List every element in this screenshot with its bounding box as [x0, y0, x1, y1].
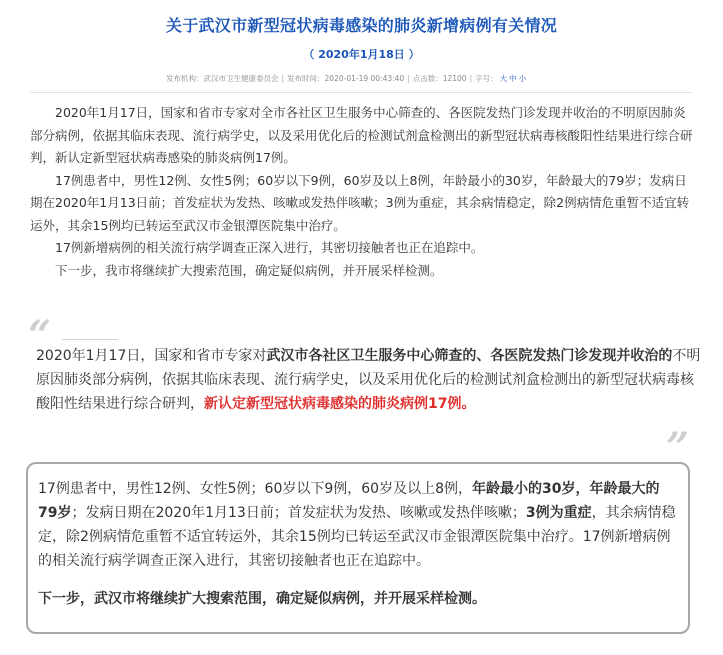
summary-text-2: ；发病日期在2020年1月13日前；首发症状为发热、咳嗽或发热伴咳嗽；: [71, 505, 526, 521]
clicks-label: 点击数：: [412, 74, 443, 83]
divider: [30, 92, 692, 93]
date-line: （ 2020年1月18日 ）: [303, 48, 420, 61]
page-title: 关于武汉市新型冠状病毒感染的肺炎新增病例有关情况: [165, 16, 558, 35]
click-count: 12100: [442, 74, 467, 83]
summary-text-1: 17例患者中，男性12例、女性5例；60岁以下9例，60岁及以上8例，: [38, 481, 472, 497]
quote-bold-text: 武汉市各社区卫生服务中心筛查的、各医院发热门诊发现并收治的: [266, 348, 673, 364]
summary-box: [26, 462, 690, 634]
summary-paragraph-2: 下一步，武汉市将继续扩大搜索范围，确定疑似病例，并开展采样检测。: [38, 591, 486, 607]
font-small-link[interactable]: 小: [518, 74, 527, 83]
quote-divider: [62, 339, 118, 340]
highlight-quote: [36, 344, 706, 416]
font-size-label: 字号：: [475, 74, 498, 83]
article-paragraph-4: 下一步，我市将继续扩大搜索范围，确定疑似病例，并开展采样检测。: [55, 262, 443, 278]
summary-bold-severe: 3例为重症: [525, 505, 592, 521]
close-quote-icon: ”: [666, 424, 690, 471]
open-quote-icon: “: [28, 312, 52, 359]
summary-text-3: ，其余病情稳定，除2例病情危重暂不适宜转运外，其余15例均已转运至武汉市金银潭医院集中治疗。17例新增病例的相关流行病学调查正深入进行，其密切接触者也正在追踪中。: [38, 505, 676, 569]
publish-time: 2020-01-19 00:43:40: [324, 74, 405, 83]
quote-text-2: 不明原因肺炎部分病例，依据其临床表现、流行病学史，以及采用优化后的检测试剂盒检测出的新型冠状病毒核酸阳性结果进行综合研判，: [36, 348, 701, 412]
article-paragraph-1: 2020年1月17日，国家和省市专家对全市各社区卫生服务中心筛查的、各医院发热门诊发现并收治的不明原因肺炎部分病例，依据其临床表现、流行病学史，以及采用优化后的检测试剂盒检测出的新型冠状病毒核酸阳性结果进行综合研判，新认定新型冠状病毒感染的肺炎病例17例。: [30, 105, 693, 165]
summary-paragraph-1: [38, 477, 678, 573]
font-large-link[interactable]: 大: [499, 74, 508, 83]
summary-bold-age: 年龄最小的30岁，年龄最大的79岁: [38, 481, 660, 521]
quote-red-text: 新认定新型冠状病毒感染的肺炎病例17例。: [204, 396, 476, 412]
article-paragraph-2: 17例患者中，男性12例、女性5例；60岁以下9例，60岁及以上8例，年龄最小的30岁，年龄最大的79岁；发病日期在2020年1月13日前；首发症状为发热、咳嗽或发热伴咳嗽；3例为重症，其余病情稳定，除2例病情危重暂不适宜转运外，其余15例均已转运至武汉市金银潭医院集中治疗。: [30, 172, 690, 233]
article-body: [30, 102, 694, 282]
article-paragraph-3: 17例新增病例的相关流行病学调查正深入进行，其密切接触者也正在追踪中。: [55, 240, 484, 255]
font-medium-link[interactable]: 中: [509, 74, 517, 83]
article-meta: 发布机构：武汉市卫生健康委员会 | 发布时间：2020-01-19 00:43:40 | 点击数：12100 | 字号： 大 中 小: [166, 74, 527, 83]
time-label: 发布时间：: [287, 74, 325, 83]
publisher-label: 发布机构：: [166, 74, 204, 83]
publisher: 武汉市卫生健康委员会: [203, 74, 279, 83]
quote-text-1: 2020年1月17日，国家和省市专家对: [36, 348, 267, 364]
